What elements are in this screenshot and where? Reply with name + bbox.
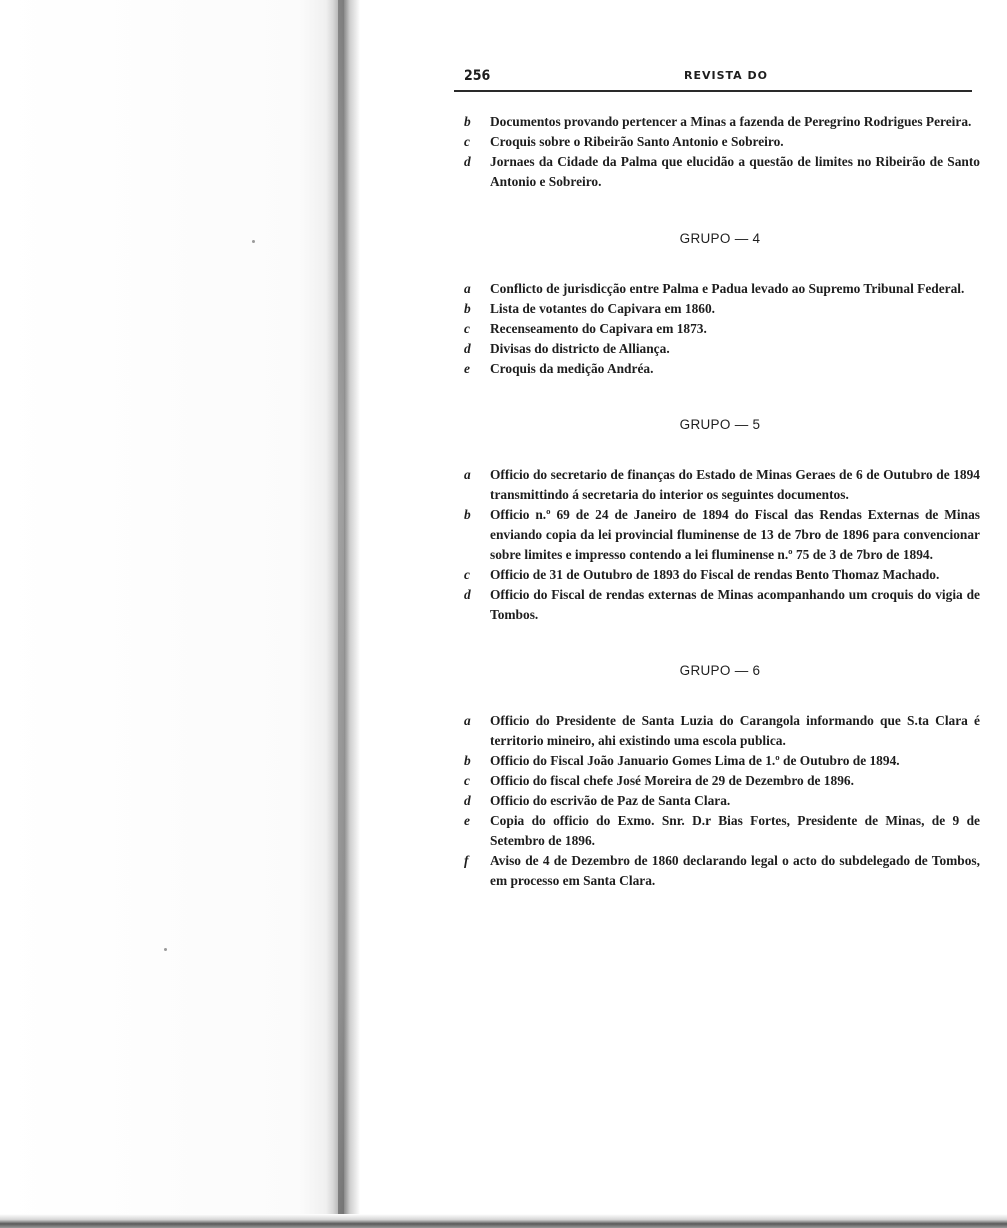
item-letter: c bbox=[464, 321, 470, 336]
list-item bbox=[460, 359, 980, 379]
item-text: Croquis sobre o Ribeirão Santo Antonio e Sobreiro. bbox=[490, 134, 784, 149]
item-letter: c bbox=[464, 134, 470, 149]
item-text: Conflicto de jurisdicção entre Palma e Padua levado ao Supremo Tribunal Federal. bbox=[490, 281, 965, 296]
item-letter: b bbox=[464, 301, 471, 316]
item-letter: d bbox=[464, 793, 471, 808]
group-heading: GRUPO — 5 bbox=[679, 417, 761, 432]
list-item bbox=[460, 339, 980, 359]
group-heading: GRUPO — 4 bbox=[679, 231, 761, 246]
list-item bbox=[460, 132, 980, 152]
item-text: Officio do Fiscal de rendas externas de Minas acompanhando um croquis do vigia de Tombos. bbox=[490, 587, 980, 622]
item-letter: b bbox=[464, 753, 471, 768]
item-text: Croquis da medição Andréa. bbox=[490, 361, 654, 376]
paper-speck bbox=[164, 948, 167, 951]
page-number: 256 bbox=[464, 68, 491, 84]
item-text: Officio de 31 de Outubro de 1893 do Fiscal de rendas Bento Thomaz Machado. bbox=[490, 567, 940, 582]
document-body bbox=[460, 112, 980, 891]
item-text: Lista de votantes do Capivara em 1860. bbox=[490, 301, 716, 316]
item-letter: c bbox=[464, 567, 470, 582]
item-letter: e bbox=[464, 813, 470, 828]
item-letter: a bbox=[464, 467, 471, 482]
item-text: Recenseamento do Capivara em 1873. bbox=[490, 321, 707, 336]
book-gutter-shadow bbox=[0, 0, 360, 1228]
item-text: Jornaes da Cidade da Palma que elucidão a questão de limites no Ribeirão de Santo Antonio e Sobreiro. bbox=[490, 154, 980, 189]
group-continued-list bbox=[460, 112, 980, 192]
running-title: REVISTA DO bbox=[684, 69, 768, 82]
list-item bbox=[460, 585, 980, 625]
item-letter: a bbox=[464, 713, 471, 728]
item-text: Aviso de 4 de Dezembro de 1860 declarando legal o acto do subdelegado de Tombos, em processo em Santa Clara. bbox=[490, 853, 980, 888]
item-text: Officio do escrivão de Paz de Santa Clara. bbox=[490, 793, 731, 808]
item-letter: d bbox=[464, 587, 471, 602]
group-4-list bbox=[460, 279, 980, 379]
item-text: Documentos provando pertencer a Minas a fazenda de Peregrino Rodrigues Pereira. bbox=[490, 114, 972, 129]
list-item bbox=[460, 565, 980, 585]
list-item bbox=[460, 811, 980, 851]
item-text: Officio do secretario de finanças do Estado de Minas Geraes de 6 de Outubro de 1894 transmittindo á secretaria do interior os seguintes documentos. bbox=[490, 467, 980, 502]
group-heading: GRUPO — 6 bbox=[679, 663, 761, 678]
page-bottom-edge bbox=[0, 1214, 1007, 1228]
list-item bbox=[460, 851, 980, 891]
list-item bbox=[460, 771, 980, 791]
item-letter: d bbox=[464, 341, 471, 356]
header-rule bbox=[454, 90, 972, 92]
item-letter: c bbox=[464, 773, 470, 788]
list-item bbox=[460, 711, 980, 751]
list-item bbox=[460, 279, 980, 299]
list-item bbox=[460, 319, 980, 339]
list-item bbox=[460, 152, 980, 192]
list-item bbox=[460, 112, 980, 132]
item-text: Officio do Presidente de Santa Luzia do Carangola informando que S.ta Clara é territorio mineiro, ahi existindo uma escola publica. bbox=[490, 713, 980, 748]
item-letter: b bbox=[464, 507, 471, 522]
item-letter: d bbox=[464, 154, 471, 169]
item-text: Copia do officio do Exmo. Snr. D.r Bias Fortes, Presidente de Minas, de 9 de Setembro de 1896. bbox=[490, 813, 980, 848]
list-item bbox=[460, 505, 980, 565]
list-item bbox=[460, 465, 980, 505]
item-text: Officio do Fiscal João Januario Gomes Lima de 1.º de Outubro de 1894. bbox=[490, 753, 900, 768]
item-letter: f bbox=[464, 853, 469, 868]
list-item bbox=[460, 299, 980, 319]
group-5-list bbox=[460, 465, 980, 625]
list-item bbox=[460, 791, 980, 811]
item-text: Divisas do districto de Alliança. bbox=[490, 341, 670, 356]
book-gutter bbox=[338, 0, 344, 1228]
page-header bbox=[454, 66, 972, 92]
item-letter: e bbox=[464, 361, 470, 376]
item-letter: b bbox=[464, 114, 471, 129]
item-letter: a bbox=[464, 281, 471, 296]
paper-speck bbox=[252, 240, 255, 243]
item-text: Officio n.º 69 de 24 de Janeiro de 1894 do Fiscal das Rendas Externas de Minas enviando copia da lei provincial fluminense de 13 de 7bro de 1896 para convencionar sobre limites e impresso contendo a lei fluminense n.º 75 de 3 de 7bro de 1894. bbox=[490, 507, 980, 562]
item-text: Officio do fiscal chefe José Moreira de 29 de Dezembro de 1896. bbox=[490, 773, 854, 788]
list-item bbox=[460, 751, 980, 771]
group-6-list bbox=[460, 711, 980, 891]
